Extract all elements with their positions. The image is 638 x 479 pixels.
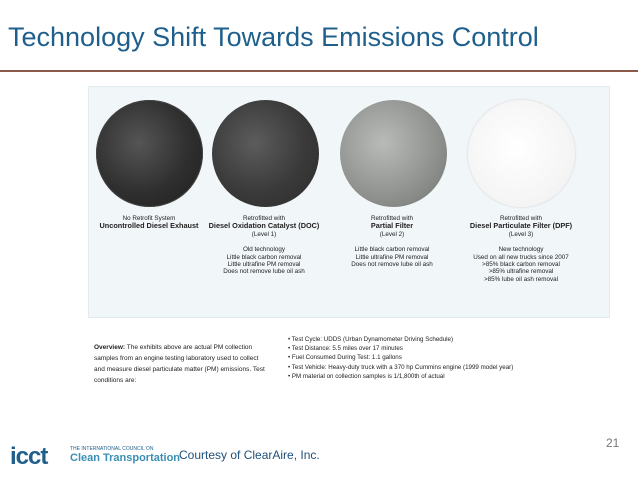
caption-level: (Level 2) (379, 230, 405, 238)
caption-note: >85% lube oil ash removal (483, 275, 559, 283)
caption-heading: Partial Filter (370, 221, 414, 231)
caption-note: Does not remove lube oil ash (351, 261, 433, 269)
caption-line1: Retrofitted with (371, 215, 413, 222)
caption-note: Little black carbon removal (354, 246, 430, 254)
filter-caption-dpf (456, 215, 586, 283)
caption-line1: No Retrofit System (122, 215, 176, 222)
caption-note: Little ultrafine PM removal (227, 261, 301, 269)
caption-note: Old technology (242, 246, 285, 254)
caption-line1: Retrofitted with (500, 215, 542, 222)
icct-logo-name: Clean Transportation (70, 452, 181, 464)
image-credit: Courtesy of ClearAire, Inc. (179, 448, 320, 462)
filter-sample-dpf (468, 100, 575, 207)
filter-sample-partial (340, 100, 447, 207)
caption-level: (Level 1) (251, 230, 277, 238)
overview-label: Overview: (94, 344, 126, 351)
icct-logo-tagline: THE INTERNATIONAL COUNCIL ON (70, 446, 154, 452)
list-item: • Test Distance: 5.5 miles over 17 minutes (288, 344, 618, 353)
caption-heading: Diesel Oxidation Catalyst (DOC) (208, 221, 320, 231)
caption-note: New technology (498, 246, 544, 254)
caption-note: Used on all new trucks since 2007 (473, 253, 569, 261)
caption-line1: Retrofitted with (243, 215, 285, 222)
filter-caption-partial (327, 215, 457, 268)
page-number: 21 (606, 436, 620, 450)
list-item: • PM material on collection samples is 1/1,800th of actual (288, 372, 618, 381)
list-item: • Test Cycle: UDDS (Urban Dynamometer Driving Schedule) (288, 335, 618, 344)
icct-logo: icct (10, 443, 48, 470)
caption-note: Little ultrafine PM removal (355, 253, 429, 261)
caption-note: >85% black carbon removal (482, 261, 560, 269)
caption-level: (Level 3) (508, 230, 534, 238)
overview-body: The exhibits above are actual PM collection samples from an engine testing laboratory used to collect and measure diesel particulate matter (PM) emissions. Test conditions are: (94, 344, 265, 384)
title-divider (0, 70, 638, 72)
list-item: • Test Vehicle: Heavy-duty truck with a 370 hp Cummins engine (1999 model year) (288, 363, 618, 372)
slide-title: Technology Shift Towards Emissions Control (8, 22, 539, 52)
caption-note: Little black carbon removal (226, 253, 302, 261)
caption-heading: Diesel Particulate Filter (DPF) (469, 221, 573, 231)
filter-caption-doc (199, 215, 329, 276)
filter-sample-uncontrolled (96, 100, 203, 207)
caption-heading: Uncontrolled Diesel Exhaust (99, 221, 199, 231)
filter-caption-uncontrolled (84, 215, 214, 231)
caption-note: >85% ultrafine removal (488, 268, 554, 276)
caption-note: Does not remove lube oil ash (223, 268, 305, 276)
overview-text (94, 342, 269, 386)
filter-sample-doc (212, 100, 319, 207)
list-item: • Fuel Consumed During Test: 1.1 gallons (288, 353, 618, 362)
test-conditions-list (288, 335, 618, 381)
